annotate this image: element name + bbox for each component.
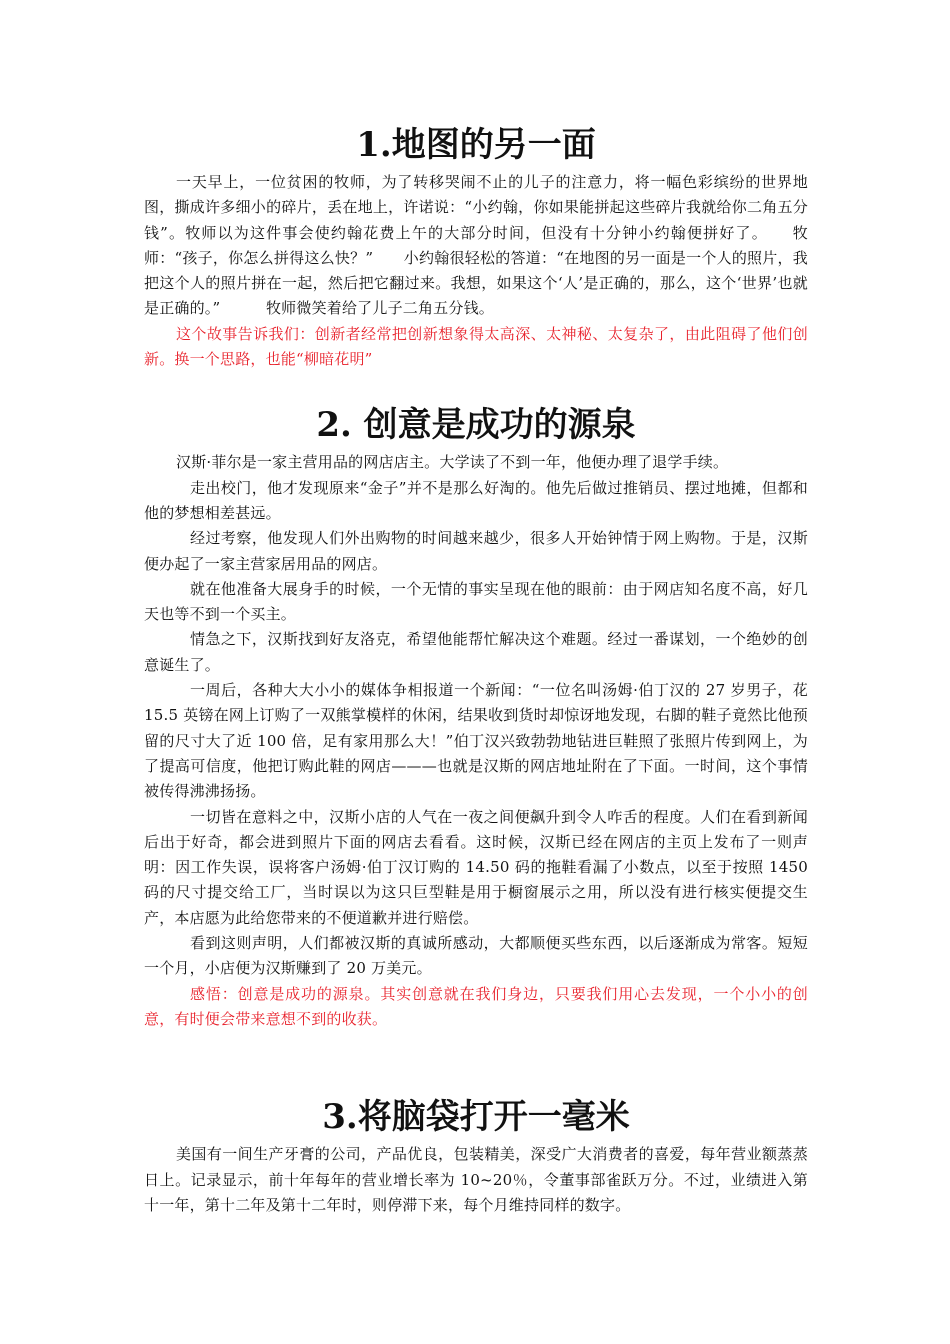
story-paragraph: 一切皆在意料之中，汉斯小店的人气在一夜之间便飙升到令人咋舌的程度。人们在看到新闻后出于好奇，都会进到照片下面的网店去看看。这时候，汉斯已经在网店的主页上发布了一则声明：因工作失误，误将客户汤姆·伯丁汉订购的 14.50 码的拖鞋看漏了小数点，以至于按照 1450 码的尺寸提交给工厂，当时误以为这只巨型鞋是用于橱窗展示之用，所以没有进行核实便提交生产，本店愿为此给您带来的不便道歉并进行赔偿。: [144, 807, 808, 927]
moral-paragraph: 这个故事告诉我们：创新者经常把创新想象得太高深、太神秘、太复杂了，由此阻碍了他们创新。换一个思路，也能“柳暗花明”: [144, 324, 808, 369]
section-title: 2. 创意是成功的源泉: [316, 405, 636, 446]
story-paragraph: 一天早上，一位贫困的牧师，为了转移哭闹不止的儿子的注意力，将一幅色彩缤纷的世界地图，撕成许多细小的碎片，丢在地上，许诺说：“小约翰，你如果能拼起这些碎片我就给你二角五分钱”。牧师以为这件事会使约翰花费上午的大部分时间，但没有十分钟小约翰便拼好了。 牧师：“孩子，你怎么拼得这么快？” 小约翰很轻松的答道：“在地图的另一面是一个人的照片，我把这个人的照片拼在一起，然后把它翻过来。我想，如果这个‘人’是正确的，那么，这个‘世界’也就是正确的。” 牧师微笑着给了儿子二角五分钱。: [144, 173, 808, 318]
story-paragraph: 经过考察，他发现人们外出购物的时间越来越少，很多人开始钟情于网上购物。于是，汉斯便办起了一家主营家居用品的网店。: [144, 529, 808, 573]
story-paragraph: 看到这则声明，人们都被汉斯的真诚所感动，大都顺便买些东西，以后逐渐成为常客。短短一个月，小店便为汉斯赚到了 20 万美元。: [144, 934, 808, 978]
section-1: [144, 120, 808, 372]
story-paragraph: 汉斯·菲尔是一家主营用品的网店店主。大学读了不到一年，他便办理了退学手续。: [176, 453, 729, 472]
document-content: [144, 120, 808, 1218]
story-paragraph: 就在他准备大展身手的时候，一个无情的事实呈现在他的眼前：由于网店知名度不高，好几天也等不到一个买主。: [144, 579, 808, 624]
moral-paragraph: 感悟：创意是成功的源泉。其实创意就在我们身边，只要我们用心去发现，一个小小的创意，有时便会带来意想不到的收获。: [144, 984, 808, 1028]
story-paragraph: 走出校门，他才发现原来“金子”并不是那么好淘的。他先后做过推销员、摆过地摊，但都和他的梦想相差甚远。: [144, 478, 808, 522]
story-paragraph: 一周后，各种大大小小的媒体争相报道一个新闻：“一位名叫汤姆·伯丁汉的 27 岁男子，花 15.5 英镑在网上订购了一双熊掌模样的休闲，结果收到货时却惊讶地发现，右脚的鞋子竟然比他预留的尺寸大了近 100 倍，足有家用那么大！”伯丁汉兴致勃勃地钻进巨鞋照了张照片传到网上，为了提高可信度，他把订购此鞋的网店———也就是汉斯的网店地址附在了下面。一时间，这个事情被传得沸沸扬扬。: [144, 681, 808, 801]
section-title: 3.将脑袋打开一毫米: [322, 1097, 630, 1138]
section-3: [144, 1092, 808, 1218]
section-2: [144, 400, 808, 1032]
story-paragraph: 美国有一间生产牙膏的公司，产品优良，包装精美，深受广大消费者的喜爱，每年营业额蒸蒸日上。记录显示，前十年每年的营业增长率为 10~20％，令董事部雀跃万分。不过，业绩进入第十一年，第十二年及第十二年时，则停滞下来，每个月维持同样的数字。: [144, 1145, 808, 1214]
section-title: 1.地图的另一面: [356, 125, 596, 165]
story-paragraph: 情急之下，汉斯找到好友洛克，希望他能帮忙解决这个难题。经过一番谋划，一个绝妙的创意诞生了。: [144, 630, 808, 674]
